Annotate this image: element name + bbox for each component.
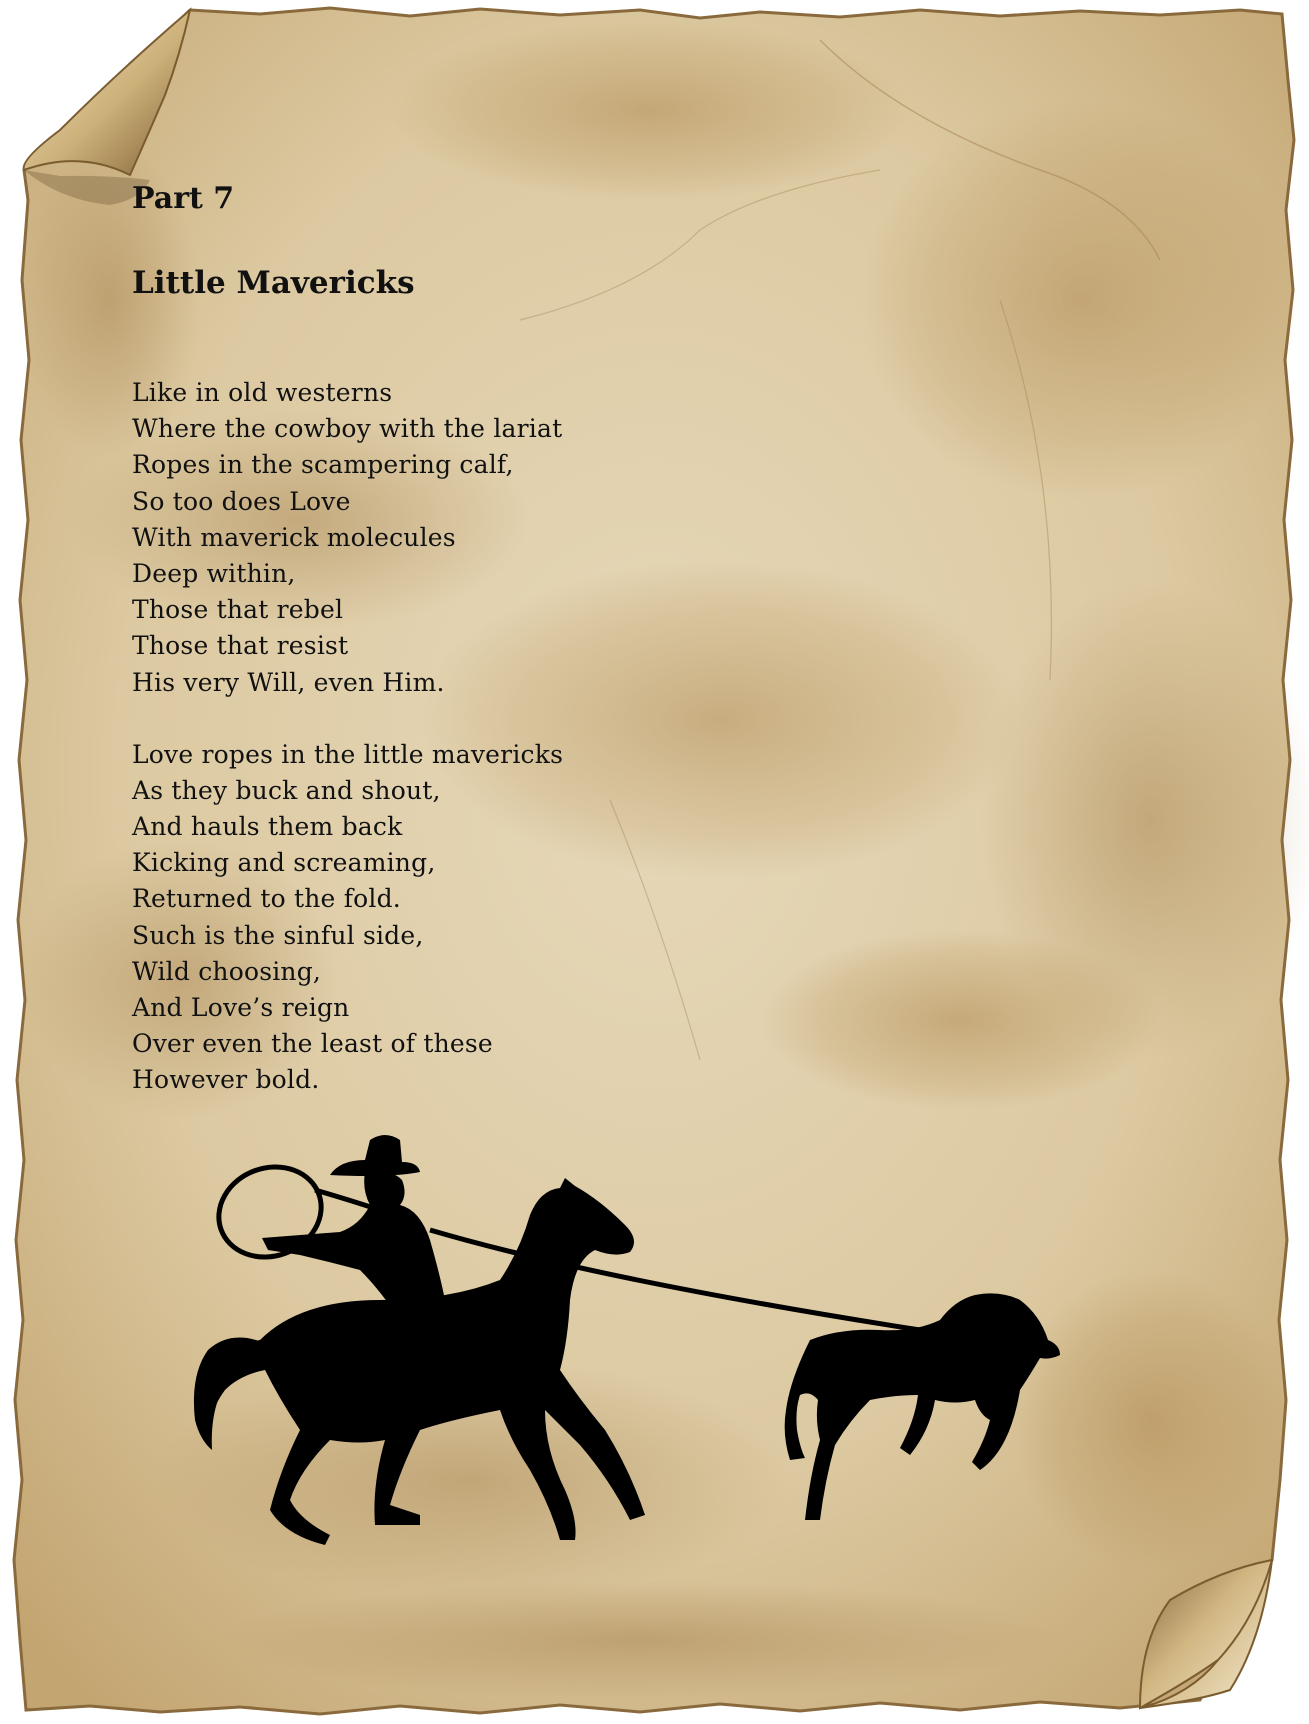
poem-title: Little Mavericks [132, 265, 415, 301]
poem-line: Wild choosing, [132, 956, 322, 986]
poem-line: Kicking and screaming, [132, 848, 436, 878]
poem-line: Such is the sinful side, [132, 920, 424, 950]
poem-line: Returned to the fold. [132, 884, 401, 914]
poem-line: Over even the least of these [132, 1029, 493, 1059]
poem-line: His very Will, even Him. [132, 667, 445, 697]
poem-line: Like in old westerns [132, 378, 393, 407]
poem-line: As they buck and shout, [132, 775, 441, 805]
poem-line: Where the cowboy with the lariat [132, 414, 563, 444]
poem-line: And Love’s reign [132, 993, 350, 1022]
poem-line: Deep within, [132, 558, 296, 588]
poem-line: With maverick molecules [132, 522, 456, 552]
poem-text [132, 176, 1032, 1099]
stanza-2 [132, 737, 1032, 1099]
part-label: Part 7 [132, 181, 235, 216]
poem-line: Those that resist [132, 631, 349, 661]
poem-line: Love ropes in the little mavericks [132, 739, 564, 769]
poem-line: So too does Love [132, 486, 351, 516]
poem-line: Those that rebel [132, 595, 344, 625]
poem-line: Ropes in the scampering calf, [132, 450, 514, 480]
poem-line: However bold. [132, 1065, 320, 1095]
poem-line: And hauls them back [132, 812, 403, 842]
stanza-1 [132, 375, 1032, 701]
